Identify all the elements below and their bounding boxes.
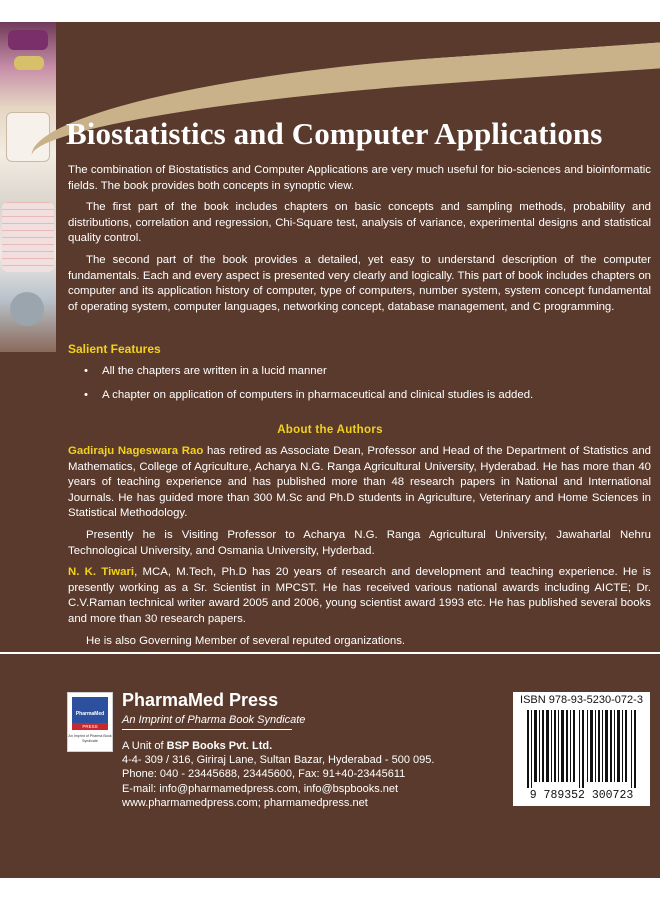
isbn-digits: 9 789352 300723 — [529, 789, 634, 802]
unit-company: BSP Books Pvt. Ltd. — [166, 740, 273, 752]
address-line: 4-4- 309 / 316, Giriraj Lane, Sultan Bazar, Hyderabad - 500 095. — [122, 754, 435, 767]
phone-line: Phone: 040 - 23445688, 23445600, Fax: 91+40-23445611 — [122, 768, 406, 781]
about-authors-heading: About the Authors — [277, 424, 383, 436]
author1-text: has retired as Associate Dean, Professor and Head of the Department of Statistics and Mathematics, College of Agriculture, Acharya N.G. Ranga Agricultural University, Hyderabad. He has more than 40 years of teaching experience and has published more than 48 research papers in National and International Journals. He has guided more than 300 M.Sc and Ph.D students in Agriculture, Veterinary and Home Sciences in Statistical Methodology. — [68, 445, 651, 520]
imprint-underline — [122, 729, 292, 730]
author1-bio — [68, 444, 651, 522]
author2-text: , MCA, M.Tech, Ph.D has 20 years of research and development and teaching experience. He is presently working as a Sr. Scientist in MPCST. He has received various national awards including AICTE; Dr. C.V.Raman technical writer award 2005 and 2006, young scientist award 1993 etc. He has published several books and more than 30 research papers. — [68, 566, 651, 625]
feature-item — [84, 388, 644, 403]
author2-bio — [68, 565, 651, 627]
capsule-image — [14, 56, 44, 70]
authors-section — [68, 444, 651, 655]
publisher-contact — [122, 739, 434, 810]
bullet-icon: • — [84, 389, 88, 401]
salient-features-heading: Salient Features — [68, 342, 161, 356]
publisher-name: PharmaMed Press — [122, 690, 279, 710]
logo-text-top: PharmaMed — [75, 711, 105, 717]
logo-text-mid: PRESS — [82, 724, 98, 729]
bullet-icon: • — [84, 365, 88, 377]
web-line: www.pharmamedpress.com; pharmamedpress.net — [122, 796, 368, 809]
capsule-image — [8, 30, 48, 50]
logo-text-bottom: An Imprint of Pharma Book Syndicate — [68, 734, 112, 743]
author1-bio-continued: Presently he is Visiting Professor to Acharya N.G. Ranga Agricultural University, Jawaharlal Nehru Technological University, and Osmania University, Hyderbad. — [68, 528, 651, 557]
publisher-logo — [67, 692, 113, 752]
author1-name: Gadiraju Nageswara Rao — [68, 445, 204, 457]
book-title: Biostatistics and Computer Applications — [66, 116, 603, 151]
email-line: E-mail: info@pharmamedpress.com, info@bspbooks.net — [122, 782, 399, 795]
book-back-cover — [0, 22, 660, 878]
isbn-label: ISBN 978-93-5230-072-3 — [520, 694, 643, 706]
isbn-barcode-box — [513, 692, 650, 806]
publisher-imprint: An Imprint of Pharma Book Syndicate — [122, 714, 306, 726]
feature-text: A chapter on application of computers in pharmaceutical and clinical studies is added. — [102, 389, 534, 401]
author2-name: N. K. Tiwari — [68, 566, 135, 579]
description-paragraph: The second part of the book provides a detailed, yet easy to understand description of the computer fundamentals. Each and every aspect is presented very clearly and logically. This part of book includes chapters on computer and its application history of computer, type of computers, number system, system concept fundamental of operating system, computer languages, networking concept, database management, and C programming. — [68, 253, 651, 313]
barcode-image — [527, 710, 637, 788]
author2-bio-continued: He is also Governing Member of several reputed organizations. — [86, 634, 406, 647]
feature-text: All the chapters are written in a lucid manner — [102, 365, 327, 377]
ecg-chart-image — [2, 202, 54, 272]
salient-features-list — [84, 364, 644, 412]
description-paragraph: The combination of Biostatistics and Computer Applications are very much useful for bio-sciences and bioinformatic fields. The book provides both concepts in synoptic view. — [68, 164, 651, 192]
unit-line: A Unit of BSP Books Pvt. Ltd. — [122, 740, 273, 752]
stethoscope-image — [10, 292, 44, 326]
feature-item — [84, 364, 644, 379]
description-paragraph: The first part of the book includes chapters on basic concepts and sampling methods, probability and distributions, correlation and regression, Chi-Square test, analysis of variance, experimental designs and statistical quality control. — [68, 201, 651, 245]
book-description — [68, 163, 651, 321]
divider — [0, 652, 660, 654]
